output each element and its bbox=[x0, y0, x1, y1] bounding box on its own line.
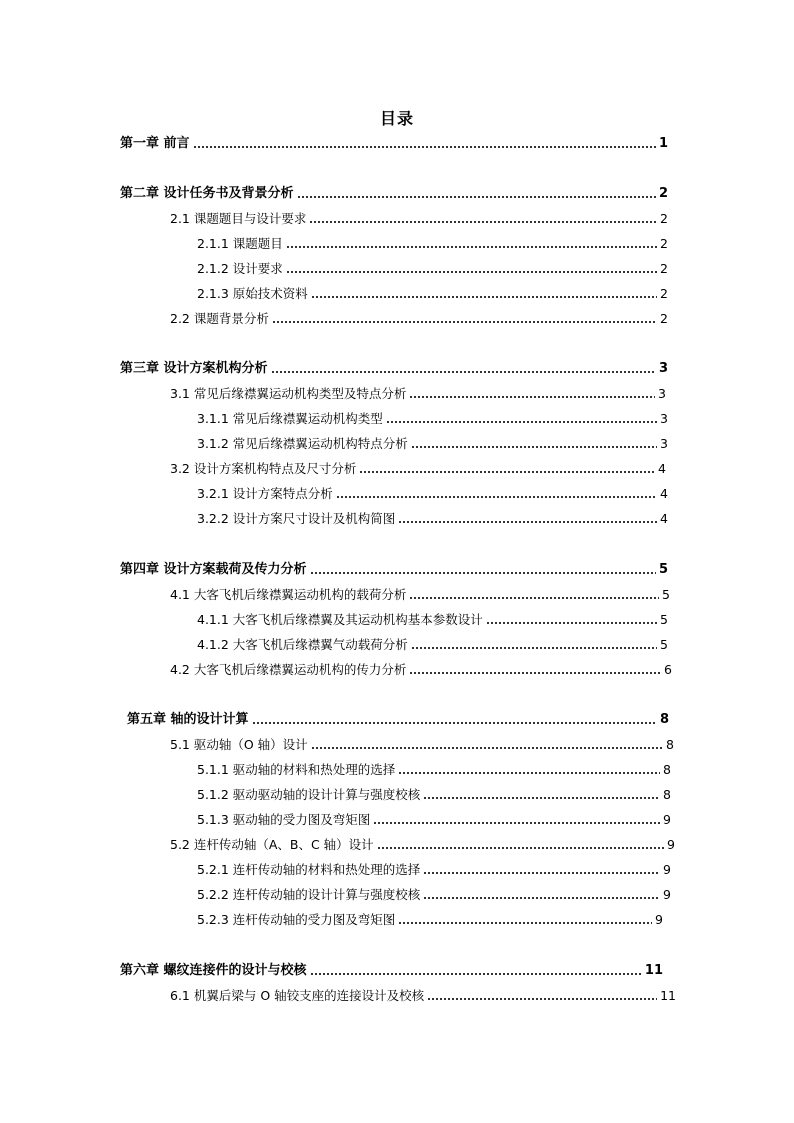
toc-entry-label: 5.2.1 连杆传动轴的材料和热处理的选择 bbox=[197, 862, 421, 877]
toc-entry-chapter-1[interactable] bbox=[120, 134, 668, 154]
toc-entry-page: 11 bbox=[660, 988, 676, 1003]
toc-entry-page: 1 bbox=[658, 136, 668, 151]
dot-leader bbox=[409, 672, 661, 674]
toc-entry-page: 8 bbox=[663, 787, 671, 802]
dot-leader bbox=[310, 572, 656, 574]
dot-leader bbox=[373, 822, 660, 824]
toc-entry-page: 8 bbox=[666, 737, 674, 752]
toc-entry-2-1-2[interactable] bbox=[197, 259, 668, 279]
toc-entry-label: 5.2.2 连杆传动轴的设计计算与强度校核 bbox=[197, 887, 421, 902]
toc-entry-2-1-3[interactable] bbox=[197, 284, 668, 304]
dot-leader bbox=[272, 321, 657, 323]
toc-entry-label: 4.1.2 大客飞机后缘襟翼气动载荷分析 bbox=[197, 637, 408, 652]
toc-entry-label: 2.2 课题背景分析 bbox=[170, 311, 269, 326]
dot-leader bbox=[377, 847, 664, 849]
toc-entry-3-2[interactable] bbox=[170, 459, 666, 479]
toc-entry-chapter-6[interactable] bbox=[120, 961, 663, 981]
toc-entry-label: 4.1.1 大客飞机后缘襟翼及其运动机构基本参数设计 bbox=[197, 612, 483, 627]
toc-title: 目录 bbox=[379, 109, 414, 128]
toc-entry-label: 2.1.1 课题题目 bbox=[197, 236, 283, 251]
toc-entry-page: 4 bbox=[660, 511, 668, 526]
toc-entry-label: 3.1 常见后缘襟翼运动机构类型及特点分析 bbox=[170, 386, 407, 401]
toc-entry-label: 5.1.3 驱动轴的受力图及弯矩图 bbox=[197, 812, 371, 827]
dot-leader bbox=[311, 747, 663, 749]
toc-entry-page: 5 bbox=[660, 637, 668, 652]
toc-entry-page: 9 bbox=[655, 912, 663, 927]
toc-entry-page: 4 bbox=[658, 461, 666, 476]
dot-leader bbox=[398, 922, 652, 924]
toc-entry-page: 11 bbox=[644, 963, 663, 978]
toc-entry-label: 第二章 设计任务书及背景分析 bbox=[120, 186, 294, 201]
toc-entry-label: 5.2 连杆传动轴（A、B、C 轴）设计 bbox=[170, 837, 374, 852]
toc-entry-page: 9 bbox=[663, 812, 671, 827]
toc-entry-chapter-3[interactable] bbox=[120, 359, 668, 379]
dot-leader bbox=[271, 371, 656, 373]
dot-leader bbox=[297, 196, 656, 198]
toc-entry-label: 第一章 前言 bbox=[120, 136, 190, 151]
dot-leader bbox=[310, 973, 642, 975]
toc-entry-label: 第三章 设计方案机构分析 bbox=[120, 361, 268, 376]
dot-leader bbox=[423, 797, 660, 799]
dot-leader bbox=[252, 722, 657, 724]
toc-entry-page: 3 bbox=[658, 361, 668, 376]
toc-entry-2-2[interactable] bbox=[170, 309, 668, 329]
dot-leader bbox=[359, 471, 655, 473]
toc-entry-page: 2 bbox=[660, 236, 668, 251]
toc-entry-page: 8 bbox=[659, 712, 669, 727]
dot-leader bbox=[398, 521, 657, 523]
toc-entry-page: 2 bbox=[658, 186, 668, 201]
dot-leader bbox=[486, 622, 657, 624]
toc-entry-label: 4.2 大客飞机后缘襟翼运动机构的传力分析 bbox=[170, 662, 407, 677]
toc-entry-3-1[interactable] bbox=[170, 384, 666, 404]
toc-entry-5-2[interactable] bbox=[170, 835, 675, 855]
toc-entry-label: 3.2.2 设计方案尺寸设计及机构简图 bbox=[197, 511, 396, 526]
toc-entry-2-1-1[interactable] bbox=[197, 234, 668, 254]
dot-leader bbox=[411, 446, 657, 448]
toc-entry-page: 4 bbox=[660, 486, 668, 501]
toc-entry-4-1[interactable] bbox=[170, 585, 670, 605]
toc-entry-label: 5.1.1 驱动轴的材料和热处理的选择 bbox=[197, 762, 396, 777]
toc-entry-label: 3.2 设计方案机构特点及尺寸分析 bbox=[170, 461, 357, 476]
toc-entry-3-2-2[interactable] bbox=[197, 509, 668, 529]
toc-entry-4-2[interactable] bbox=[170, 660, 672, 680]
toc-entry-page: 6 bbox=[664, 662, 672, 677]
toc-entry-label: 2.1 课题题目与设计要求 bbox=[170, 211, 307, 226]
toc-entry-label: 5.1 驱动轴（O 轴）设计 bbox=[170, 737, 308, 752]
toc-entry-chapter-2[interactable] bbox=[120, 184, 668, 204]
toc-entry-page: 5 bbox=[658, 562, 668, 577]
toc-entry-5-2-2[interactable] bbox=[197, 885, 671, 905]
toc-entry-label: 3.1.1 常见后缘襟翼运动机构类型 bbox=[197, 411, 383, 426]
toc-entry-label: 2.1.3 原始技术资料 bbox=[197, 286, 308, 301]
toc-entry-label: 4.1 大客飞机后缘襟翼运动机构的载荷分析 bbox=[170, 587, 407, 602]
dot-leader bbox=[411, 647, 657, 649]
toc-entry-label: 3.2.1 设计方案特点分析 bbox=[197, 486, 333, 501]
toc-entry-page: 8 bbox=[663, 762, 671, 777]
dot-leader bbox=[286, 246, 657, 248]
toc-entry-page: 2 bbox=[660, 211, 668, 226]
toc-entry-label: 5.2.3 连杆传动轴的受力图及弯矩图 bbox=[197, 912, 396, 927]
toc-entry-page: 2 bbox=[660, 311, 668, 326]
toc-entry-2-1[interactable] bbox=[170, 209, 668, 229]
dot-leader bbox=[427, 998, 657, 1000]
dot-leader bbox=[336, 496, 657, 498]
dot-leader bbox=[409, 597, 659, 599]
toc-entry-page: 2 bbox=[660, 261, 668, 276]
toc-entry-3-1-1[interactable] bbox=[197, 409, 668, 429]
toc-entry-5-1[interactable] bbox=[170, 735, 674, 755]
dot-leader bbox=[311, 296, 657, 298]
toc-entry-3-1-2[interactable] bbox=[197, 434, 668, 454]
toc-entry-page: 5 bbox=[662, 587, 670, 602]
toc-entry-chapter-5[interactable] bbox=[127, 710, 669, 730]
toc-entry-page: 3 bbox=[658, 386, 666, 401]
dot-leader bbox=[193, 146, 656, 148]
toc-entry-label: 5.1.2 驱动驱动轴的设计计算与强度校核 bbox=[197, 787, 421, 802]
toc-entry-page: 3 bbox=[660, 436, 668, 451]
toc-entry-page: 9 bbox=[667, 837, 675, 852]
dot-leader bbox=[309, 221, 657, 223]
toc-entry-5-2-3[interactable] bbox=[197, 910, 663, 930]
dot-leader bbox=[386, 421, 657, 423]
toc-entry-3-2-1[interactable] bbox=[197, 484, 668, 504]
toc-entry-4-1-2[interactable] bbox=[197, 635, 668, 655]
toc-entry-5-1-2[interactable] bbox=[197, 785, 671, 805]
toc-entry-label: 2.1.2 设计要求 bbox=[197, 261, 283, 276]
toc-entry-4-1-1[interactable] bbox=[197, 610, 668, 630]
toc-entry-5-1-3[interactable] bbox=[197, 810, 671, 830]
toc-entry-label: 第六章 螺纹连接件的设计与校核 bbox=[120, 963, 307, 978]
dot-leader bbox=[423, 897, 660, 899]
toc-entry-page: 9 bbox=[663, 887, 671, 902]
toc-entry-label: 第四章 设计方案载荷及传力分析 bbox=[120, 562, 307, 577]
toc-entry-page: 9 bbox=[663, 862, 671, 877]
toc-entry-5-2-1[interactable] bbox=[197, 860, 671, 880]
dot-leader bbox=[423, 872, 660, 874]
dot-leader bbox=[409, 396, 655, 398]
toc-entry-label: 第五章 轴的设计计算 bbox=[127, 712, 249, 727]
toc-entry-chapter-4[interactable] bbox=[120, 560, 668, 580]
toc-entry-page: 3 bbox=[660, 411, 668, 426]
toc-entry-label: 6.1 机翼后梁与 O 轴铰支座的连接设计及校核 bbox=[170, 988, 425, 1003]
dot-leader bbox=[286, 271, 657, 273]
toc-entry-page: 5 bbox=[660, 612, 668, 627]
toc-entry-page: 2 bbox=[660, 286, 668, 301]
dot-leader bbox=[398, 772, 660, 774]
toc-entry-5-1-1[interactable] bbox=[197, 760, 671, 780]
toc-entry-6-1[interactable] bbox=[170, 986, 676, 1006]
toc-entry-label: 3.1.2 常见后缘襟翼运动机构特点分析 bbox=[197, 436, 408, 451]
